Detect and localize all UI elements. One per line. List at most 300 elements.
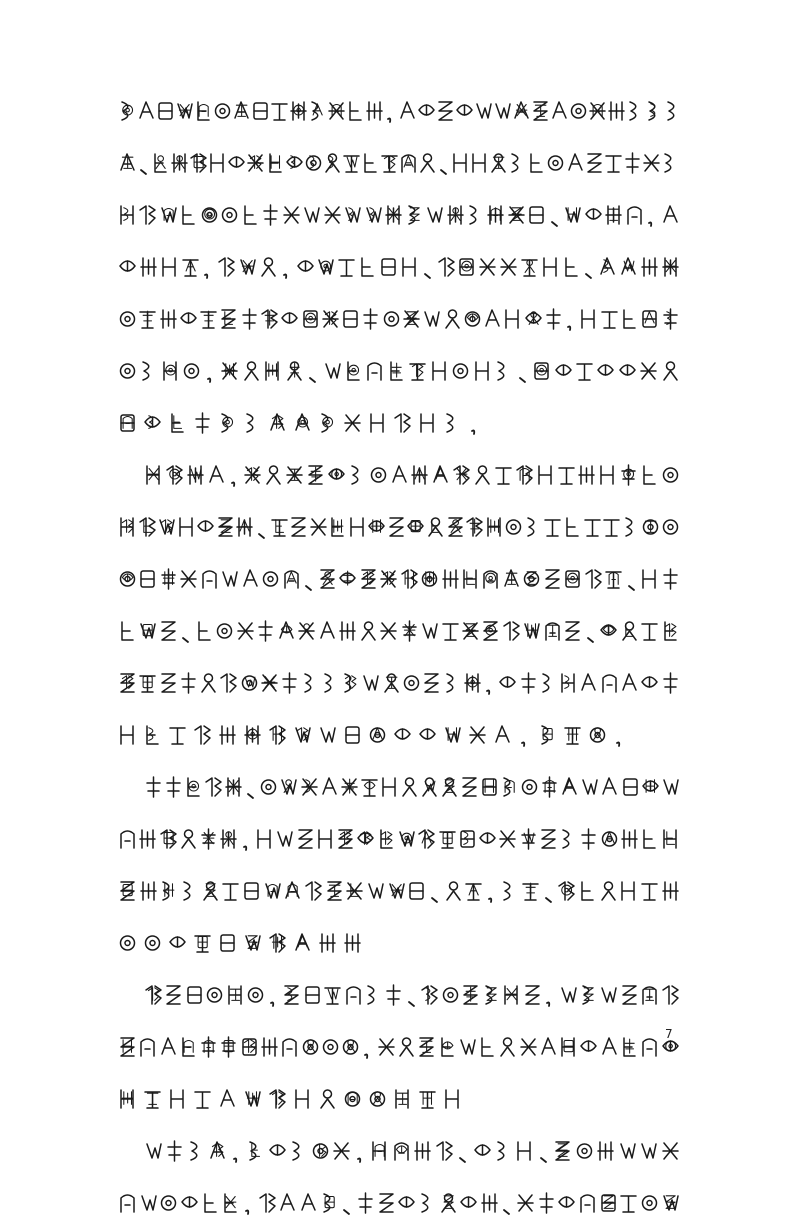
script-glyph	[408, 358, 427, 384]
script-glyph	[348, 514, 367, 540]
script-glyph	[387, 878, 406, 904]
text-line	[118, 820, 680, 857]
script-glyph	[583, 514, 602, 540]
script-glyph	[620, 982, 639, 1008]
script-glyph	[283, 878, 302, 904]
script-glyph	[584, 202, 603, 228]
text-line	[118, 768, 680, 805]
script-glyph	[179, 306, 198, 332]
script-glyph	[243, 722, 262, 748]
script-glyph	[160, 254, 179, 280]
script-glyph	[195, 618, 214, 644]
script-glyph	[143, 722, 162, 748]
punctuation-mark	[537, 1138, 551, 1164]
punctuation-mark	[516, 358, 530, 384]
script-glyph	[478, 1034, 497, 1060]
script-glyph	[118, 878, 137, 904]
script-glyph	[189, 150, 208, 176]
script-glyph	[661, 670, 680, 696]
script-glyph	[218, 1086, 237, 1112]
script-glyph	[443, 722, 462, 748]
script-glyph	[580, 774, 599, 800]
punctuation-mark	[405, 982, 419, 1008]
script-glyph	[418, 150, 437, 176]
script-glyph	[200, 566, 219, 592]
script-glyph	[661, 1138, 680, 1164]
script-glyph	[179, 202, 198, 228]
script-glyph	[235, 514, 254, 540]
script-glyph	[259, 254, 278, 280]
script-glyph	[417, 826, 436, 852]
script-glyph	[277, 618, 296, 644]
script-glyph	[458, 1034, 477, 1060]
script-glyph	[402, 670, 421, 696]
text-line	[118, 1080, 680, 1117]
script-glyph	[301, 670, 320, 696]
script-glyph	[261, 566, 280, 592]
script-glyph	[461, 618, 480, 644]
script-glyph	[218, 410, 237, 436]
script-glyph	[365, 98, 384, 124]
script-glyph	[575, 358, 594, 384]
script-glyph	[498, 826, 517, 852]
script-glyph	[640, 878, 659, 904]
script-glyph	[268, 722, 287, 748]
script-glyph	[468, 722, 487, 748]
punctuation-mark	[361, 1034, 375, 1060]
script-glyph	[400, 618, 419, 644]
script-glyph	[500, 878, 519, 904]
script-glyph	[443, 306, 462, 332]
script-glyph	[524, 306, 543, 332]
script-glyph	[282, 202, 301, 228]
script-glyph	[300, 774, 319, 800]
script-glyph	[263, 878, 282, 904]
script-glyph	[318, 410, 337, 436]
punctuation-mark	[340, 1190, 354, 1216]
script-glyph	[661, 150, 680, 176]
script-glyph	[207, 462, 226, 488]
script-glyph	[268, 1138, 287, 1164]
script-glyph	[661, 774, 680, 800]
script-glyph	[420, 774, 439, 800]
script-glyph	[455, 98, 474, 124]
script-glyph	[661, 254, 680, 280]
text-line	[118, 352, 680, 389]
script-glyph	[138, 514, 157, 540]
script-glyph	[143, 1086, 162, 1112]
script-glyph	[584, 566, 603, 592]
script-glyph	[240, 1034, 259, 1060]
script-glyph	[139, 358, 158, 384]
script-glyph	[338, 618, 357, 644]
script-glyph	[268, 410, 287, 436]
script-glyph	[184, 774, 203, 800]
script-glyph	[645, 98, 664, 124]
script-glyph	[504, 514, 523, 540]
script-glyph	[118, 306, 137, 332]
script-glyph	[640, 1190, 659, 1216]
script-glyph	[579, 826, 598, 852]
script-glyph	[220, 566, 239, 592]
script-glyph	[242, 878, 261, 904]
script-glyph	[527, 202, 546, 228]
script-glyph	[268, 930, 287, 956]
script-glyph	[364, 202, 383, 228]
script-glyph	[205, 982, 224, 1008]
script-glyph	[118, 98, 137, 124]
script-glyph	[337, 254, 356, 280]
script-glyph	[562, 254, 581, 280]
script-glyph	[566, 150, 585, 176]
script-glyph	[138, 670, 157, 696]
script-glyph	[498, 1034, 517, 1060]
script-glyph	[380, 774, 399, 800]
script-glyph	[341, 670, 360, 696]
script-glyph	[400, 254, 419, 280]
script-glyph	[118, 202, 137, 228]
script-glyph	[431, 462, 450, 488]
script-glyph	[296, 826, 315, 852]
script-glyph	[559, 670, 578, 696]
script-glyph	[482, 982, 501, 1008]
script-glyph	[220, 358, 239, 384]
script-glyph	[118, 358, 137, 384]
script-glyph	[118, 826, 137, 852]
script-glyph	[524, 514, 543, 540]
text-line	[118, 456, 680, 493]
script-glyph	[379, 618, 398, 644]
script-glyph	[289, 514, 308, 540]
script-glyph	[598, 254, 617, 280]
punctuation-mark	[137, 150, 151, 176]
script-glyph	[661, 878, 680, 904]
script-glyph	[559, 826, 578, 852]
script-glyph	[275, 826, 294, 852]
script-glyph	[537, 1190, 556, 1216]
text-line	[118, 404, 680, 441]
script-glyph	[494, 462, 513, 488]
punctuation-mark	[645, 202, 659, 228]
script-glyph	[323, 982, 342, 1008]
script-glyph	[641, 774, 660, 800]
script-glyph	[435, 1138, 454, 1164]
script-glyph	[470, 150, 489, 176]
script-glyph	[266, 150, 285, 176]
script-glyph	[397, 826, 416, 852]
script-glyph	[538, 722, 557, 748]
script-glyph	[327, 462, 346, 488]
script-glyph	[280, 670, 299, 696]
script-glyph	[640, 254, 659, 280]
script-glyph	[379, 566, 398, 592]
script-glyph	[602, 514, 621, 540]
script-glyph	[579, 1034, 598, 1060]
script-glyph	[270, 514, 289, 540]
script-glyph	[208, 150, 227, 176]
script-glyph	[232, 98, 251, 124]
script-glyph	[400, 774, 419, 800]
script-glyph	[441, 618, 460, 644]
script-glyph	[563, 618, 582, 644]
script-glyph	[343, 1086, 362, 1112]
script-glyph	[144, 982, 163, 1008]
script-glyph	[481, 566, 500, 592]
script-glyph	[407, 878, 426, 904]
script-glyph	[480, 774, 499, 800]
text-line	[118, 248, 680, 285]
punctuation-mark	[468, 410, 482, 436]
text-line	[118, 612, 680, 649]
punctuation-mark	[582, 254, 596, 280]
punctuation-mark	[548, 202, 562, 228]
punctuation-mark	[428, 878, 442, 904]
punctuation-mark	[437, 150, 451, 176]
script-glyph	[457, 254, 476, 280]
script-glyph	[118, 514, 137, 540]
script-glyph	[640, 566, 659, 592]
script-glyph	[640, 1034, 659, 1060]
script-glyph	[199, 670, 218, 696]
script-glyph	[137, 98, 156, 124]
script-glyph	[540, 774, 559, 800]
script-glyph	[328, 514, 347, 540]
script-glyph	[159, 1034, 178, 1060]
script-glyph	[293, 410, 312, 436]
script-glyph	[180, 1190, 199, 1216]
script-glyph	[193, 410, 212, 436]
punctuation-mark	[584, 618, 598, 644]
script-glyph	[156, 98, 175, 124]
script-glyph	[344, 982, 363, 1008]
text-line	[118, 560, 680, 597]
script-glyph	[557, 878, 576, 904]
script-glyph	[144, 774, 163, 800]
script-glyph	[640, 462, 659, 488]
script-glyph	[118, 150, 137, 176]
script-glyph	[278, 1190, 297, 1216]
script-glyph	[179, 566, 198, 592]
script-glyph	[480, 1190, 499, 1216]
script-glyph	[118, 1190, 137, 1216]
script-glyph	[420, 982, 439, 1008]
script-glyph	[194, 98, 213, 124]
text-line	[118, 1132, 680, 1169]
script-glyph	[118, 566, 137, 592]
script-glyph	[164, 982, 183, 1008]
script-glyph	[640, 826, 659, 852]
script-glyph	[280, 306, 299, 332]
script-glyph	[118, 670, 137, 696]
script-glyph	[502, 618, 521, 644]
script-glyph	[243, 462, 262, 488]
script-glyph	[318, 722, 337, 748]
script-glyph	[309, 514, 328, 540]
script-glyph	[619, 254, 638, 280]
script-glyph	[508, 150, 527, 176]
script-glyph	[159, 826, 178, 852]
script-glyph	[413, 1138, 432, 1164]
punctuation-mark	[384, 98, 398, 124]
script-glyph	[159, 306, 178, 332]
script-glyph	[481, 618, 500, 644]
punctuation-mark	[500, 1190, 514, 1216]
script-glyph	[360, 774, 379, 800]
script-glyph	[575, 1138, 594, 1164]
script-glyph	[346, 98, 365, 124]
script-glyph	[588, 98, 607, 124]
script-glyph	[338, 566, 357, 592]
script-glyph	[260, 1034, 279, 1060]
script-glyph	[642, 150, 661, 176]
script-glyph	[520, 254, 539, 280]
punctuation-mark	[255, 514, 269, 540]
script-glyph	[604, 202, 623, 228]
script-glyph	[507, 202, 526, 228]
script-glyph	[340, 774, 359, 800]
script-glyph	[367, 514, 386, 540]
punctuation-mark	[242, 1190, 256, 1216]
punctuation-mark	[518, 722, 532, 748]
script-glyph	[639, 1138, 658, 1164]
script-glyph	[579, 306, 598, 332]
script-glyph	[458, 826, 477, 852]
punctuation-mark	[421, 254, 435, 280]
script-glyph	[193, 1086, 212, 1112]
punctuation-mark	[302, 566, 316, 592]
script-glyph	[464, 878, 483, 904]
script-glyph	[345, 878, 364, 904]
script-glyph	[168, 722, 187, 748]
script-glyph	[296, 254, 315, 280]
script-glyph	[625, 202, 644, 228]
script-glyph	[661, 826, 680, 852]
punctuation-mark	[267, 982, 281, 1008]
script-glyph	[519, 1034, 538, 1060]
script-glyph	[519, 826, 538, 852]
script-glyph	[500, 774, 519, 800]
script-glyph	[473, 462, 492, 488]
script-glyph	[619, 462, 638, 488]
script-glyph	[532, 358, 551, 384]
text-line	[118, 144, 680, 181]
script-glyph	[588, 722, 607, 748]
script-glyph	[465, 514, 484, 540]
script-glyph	[311, 1138, 330, 1164]
script-glyph	[320, 774, 339, 800]
script-glyph	[118, 930, 137, 956]
script-glyph	[138, 826, 157, 852]
script-glyph	[343, 930, 362, 956]
script-glyph	[560, 774, 579, 800]
script-glyph	[522, 618, 541, 644]
punctuation-mark	[564, 306, 578, 332]
script-glyph	[199, 1034, 218, 1060]
script-glyph	[539, 826, 558, 852]
script-glyph	[539, 1034, 558, 1060]
script-glyph	[461, 566, 480, 592]
script-glyph	[221, 1190, 240, 1216]
script-glyph	[446, 202, 465, 228]
script-glyph	[118, 722, 137, 748]
script-glyph	[368, 410, 387, 436]
punctuation-mark	[543, 982, 557, 1008]
script-glyph	[325, 878, 344, 904]
script-glyph	[199, 826, 218, 852]
script-glyph	[486, 202, 505, 228]
script-glyph	[180, 878, 199, 904]
script-glyph	[159, 202, 178, 228]
script-glyph	[255, 826, 274, 852]
script-glyph	[520, 774, 539, 800]
script-glyph	[661, 514, 680, 540]
script-glyph	[620, 618, 639, 644]
script-glyph	[318, 566, 337, 592]
script-glyph	[280, 1034, 299, 1060]
script-glyph	[619, 1190, 638, 1216]
script-glyph	[499, 254, 518, 280]
script-glyph	[285, 358, 304, 384]
punctuation-mark	[280, 254, 294, 280]
script-glyph	[201, 1190, 220, 1216]
script-glyph	[359, 618, 378, 644]
script-glyph	[661, 306, 680, 332]
script-glyph	[440, 774, 459, 800]
script-glyph	[600, 306, 619, 332]
script-glyph	[569, 98, 588, 124]
script-glyph	[321, 1034, 340, 1060]
script-glyph	[377, 826, 396, 852]
script-glyph	[308, 98, 327, 124]
punctuation-mark	[354, 1138, 368, 1164]
script-glyph	[165, 1138, 184, 1164]
script-glyph	[139, 878, 158, 904]
script-glyph	[398, 98, 417, 124]
script-glyph	[417, 1034, 436, 1060]
script-glyph	[406, 514, 425, 540]
script-glyph	[563, 566, 582, 592]
script-glyph	[285, 462, 304, 488]
script-glyph	[213, 98, 232, 124]
script-glyph	[348, 462, 367, 488]
script-glyph	[661, 618, 680, 644]
script-glyph	[543, 618, 562, 644]
script-glyph	[316, 826, 335, 852]
script-glyph	[463, 670, 482, 696]
script-glyph	[182, 358, 201, 384]
script-glyph	[159, 618, 178, 644]
script-glyph	[159, 878, 178, 904]
script-glyph	[159, 566, 178, 592]
script-glyph	[264, 462, 283, 488]
text-line	[118, 1184, 680, 1221]
script-glyph	[384, 982, 403, 1008]
script-glyph	[604, 150, 623, 176]
script-glyph	[515, 1138, 534, 1164]
script-glyph	[585, 150, 604, 176]
script-glyph	[208, 1138, 227, 1164]
text-line	[118, 664, 680, 701]
script-glyph	[559, 1034, 578, 1060]
punctuation-mark	[240, 826, 254, 852]
script-glyph	[216, 514, 235, 540]
script-glyph	[356, 1190, 375, 1216]
script-glyph	[474, 98, 493, 124]
script-glyph	[512, 98, 531, 124]
punctuation-mark	[201, 254, 215, 280]
punctuation-mark	[306, 358, 320, 384]
script-glyph	[426, 514, 445, 540]
